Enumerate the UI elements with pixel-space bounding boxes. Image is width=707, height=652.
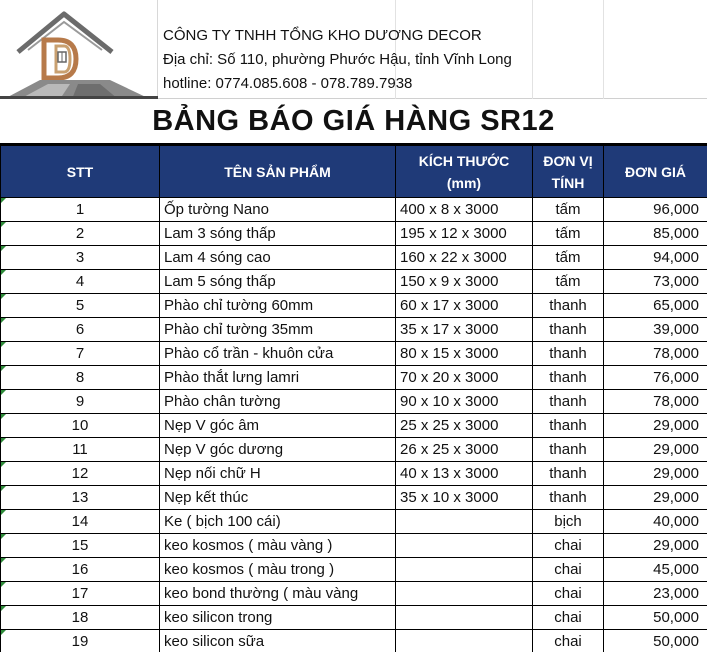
table-row bbox=[1, 366, 707, 390]
cell-unit[interactable]: chai bbox=[533, 534, 604, 558]
cell-unit[interactable]: thanh bbox=[533, 486, 604, 510]
cell-stt[interactable]: 16 bbox=[1, 558, 160, 582]
cell-product-name[interactable]: keo silicon sữa bbox=[160, 630, 396, 652]
cell-size[interactable]: 70 x 20 x 3000 bbox=[396, 366, 533, 390]
cell-size[interactable] bbox=[396, 606, 533, 630]
header bbox=[0, 0, 707, 99]
table-row bbox=[1, 558, 707, 582]
table-row bbox=[1, 246, 707, 270]
table-row bbox=[1, 534, 707, 558]
cell-stt[interactable]: 11 bbox=[1, 438, 160, 462]
cell-unit[interactable]: thanh bbox=[533, 366, 604, 390]
cell-price[interactable]: 96,000 bbox=[604, 198, 707, 222]
cell-stt[interactable]: 1 bbox=[1, 198, 160, 222]
cell-unit[interactable]: thanh bbox=[533, 318, 604, 342]
cell-price[interactable]: 50,000 bbox=[604, 606, 707, 630]
table-row bbox=[1, 342, 707, 366]
cell-stt[interactable]: 5 bbox=[1, 294, 160, 318]
cell-unit[interactable]: chai bbox=[533, 582, 604, 606]
cell-stt[interactable]: 19 bbox=[1, 630, 160, 652]
cell-size[interactable]: 160 x 22 x 3000 bbox=[396, 246, 533, 270]
company-name: CÔNG TY TNHH TỔNG KHO DƯƠNG DECOR bbox=[163, 27, 482, 44]
cell-size[interactable]: 150 x 9 x 3000 bbox=[396, 270, 533, 294]
table-row bbox=[1, 510, 707, 534]
cell-unit[interactable]: thanh bbox=[533, 342, 604, 366]
column-header-price: ĐƠN GIÁ bbox=[604, 146, 707, 198]
cell-stt[interactable]: 9 bbox=[1, 390, 160, 414]
cell-product-name[interactable]: keo silicon trong bbox=[160, 606, 396, 630]
cell-price[interactable]: 39,000 bbox=[604, 318, 707, 342]
price-table-title: BẢNG BÁO GIÁ HÀNG SR12 bbox=[0, 99, 707, 145]
cell-unit[interactable]: thanh bbox=[533, 462, 604, 486]
cell-product-name[interactable]: Ốp tường Nano bbox=[160, 198, 396, 222]
table-row bbox=[1, 414, 707, 438]
cell-price[interactable]: 76,000 bbox=[604, 366, 707, 390]
duong-decor-logo bbox=[0, 0, 158, 99]
cell-stt[interactable]: 4 bbox=[1, 270, 160, 294]
cell-product-name[interactable]: Phào cổ trần - khuôn cửa bbox=[160, 342, 396, 366]
cell-product-name[interactable]: Lam 3 sóng thấp bbox=[160, 222, 396, 246]
table-row bbox=[1, 630, 707, 652]
cell-stt[interactable]: 12 bbox=[1, 462, 160, 486]
cell-stt[interactable]: 15 bbox=[1, 534, 160, 558]
company-hotline: hotline: 0774.085.608 - 078.789.7938 bbox=[163, 75, 413, 92]
cell-unit[interactable]: tấm bbox=[533, 270, 604, 294]
cell-price[interactable]: 29,000 bbox=[604, 462, 707, 486]
cell-unit[interactable]: tấm bbox=[533, 198, 604, 222]
cell-size[interactable]: 26 x 25 x 3000 bbox=[396, 438, 533, 462]
table-row bbox=[1, 294, 707, 318]
cell-product-name[interactable]: Nẹp kết thúc bbox=[160, 486, 396, 510]
price-table bbox=[0, 145, 707, 652]
cell-unit[interactable]: thanh bbox=[533, 414, 604, 438]
cell-unit[interactable]: chai bbox=[533, 630, 604, 652]
cell-size[interactable] bbox=[396, 630, 533, 652]
cell-stt[interactable]: 14 bbox=[1, 510, 160, 534]
cell-price[interactable]: 23,000 bbox=[604, 582, 707, 606]
cell-product-name[interactable]: keo kosmos ( màu trong ) bbox=[160, 558, 396, 582]
cell-product-name[interactable]: Lam 4 sóng cao bbox=[160, 246, 396, 270]
cell-size[interactable] bbox=[396, 510, 533, 534]
table-row bbox=[1, 606, 707, 630]
cell-stt[interactable]: 18 bbox=[1, 606, 160, 630]
column-header-size-line1: KÍCH THƯỚC bbox=[418, 152, 510, 169]
cell-price[interactable]: 94,000 bbox=[604, 246, 707, 270]
cell-stt[interactable]: 17 bbox=[1, 582, 160, 606]
cell-unit[interactable]: tấm bbox=[533, 222, 604, 246]
cell-product-name[interactable]: Nẹp nối chữ H bbox=[160, 462, 396, 486]
cell-stt[interactable]: 2 bbox=[1, 222, 160, 246]
cell-stt[interactable]: 13 bbox=[1, 486, 160, 510]
cell-size[interactable]: 60 x 17 x 3000 bbox=[396, 294, 533, 318]
cell-price[interactable]: 85,000 bbox=[604, 222, 707, 246]
cell-price[interactable]: 45,000 bbox=[604, 558, 707, 582]
company-info bbox=[163, 0, 703, 96]
cell-unit[interactable]: tấm bbox=[533, 246, 604, 270]
cell-unit[interactable]: thanh bbox=[533, 390, 604, 414]
column-header-name: TÊN SẢN PHẨM bbox=[160, 146, 396, 198]
cell-size[interactable]: 195 x 12 x 3000 bbox=[396, 222, 533, 246]
cell-unit[interactable]: chai bbox=[533, 558, 604, 582]
cell-size[interactable]: 35 x 10 x 3000 bbox=[396, 486, 533, 510]
column-header-unit-line2: TÍNH bbox=[551, 174, 585, 191]
cell-unit[interactable]: chai bbox=[533, 606, 604, 630]
cell-size[interactable] bbox=[396, 582, 533, 606]
column-header-unit-line1: ĐƠN VỊ bbox=[543, 152, 593, 169]
cell-size[interactable]: 400 x 8 x 3000 bbox=[396, 198, 533, 222]
table-row bbox=[1, 270, 707, 294]
cell-price[interactable]: 29,000 bbox=[604, 438, 707, 462]
cell-price[interactable]: 73,000 bbox=[604, 270, 707, 294]
cell-stt[interactable]: 6 bbox=[1, 318, 160, 342]
cell-price[interactable]: 29,000 bbox=[604, 414, 707, 438]
cell-size[interactable]: 40 x 13 x 3000 bbox=[396, 462, 533, 486]
cell-size[interactable]: 80 x 15 x 3000 bbox=[396, 342, 533, 366]
cell-unit[interactable]: thanh bbox=[533, 438, 604, 462]
cell-stt[interactable]: 7 bbox=[1, 342, 160, 366]
table-header-row bbox=[1, 146, 707, 198]
table-row bbox=[1, 462, 707, 486]
cell-product-name[interactable]: Phào chỉ tường 35mm bbox=[160, 318, 396, 342]
cell-unit[interactable]: bịch bbox=[533, 510, 604, 534]
table-row bbox=[1, 486, 707, 510]
cell-price[interactable]: 78,000 bbox=[604, 390, 707, 414]
cell-size[interactable]: 90 x 10 x 3000 bbox=[396, 390, 533, 414]
column-header-unit bbox=[533, 146, 604, 198]
house-logo-icon bbox=[0, 0, 158, 99]
cell-product-name[interactable]: Nẹp V góc âm bbox=[160, 414, 396, 438]
cell-unit[interactable]: thanh bbox=[533, 294, 604, 318]
column-header-stt: STT bbox=[1, 146, 160, 198]
column-header-size-line2: (mm) bbox=[446, 174, 482, 191]
cell-product-name[interactable]: Lam 5 sóng thấp bbox=[160, 270, 396, 294]
cell-price[interactable]: 29,000 bbox=[604, 486, 707, 510]
table-row bbox=[1, 222, 707, 246]
cell-product-name[interactable]: keo bond thường ( màu vàng bbox=[160, 582, 396, 606]
cell-price[interactable]: 65,000 bbox=[604, 294, 707, 318]
table-row bbox=[1, 390, 707, 414]
cell-product-name[interactable]: Nẹp V góc dương bbox=[160, 438, 396, 462]
cell-stt[interactable]: 10 bbox=[1, 414, 160, 438]
cell-price[interactable]: 78,000 bbox=[604, 342, 707, 366]
cell-size[interactable] bbox=[396, 558, 533, 582]
column-header-size bbox=[396, 146, 533, 198]
cell-product-name[interactable]: Ke ( bịch 100 cái) bbox=[160, 510, 396, 534]
cell-size[interactable] bbox=[396, 534, 533, 558]
cell-size[interactable]: 25 x 25 x 3000 bbox=[396, 414, 533, 438]
cell-price[interactable]: 40,000 bbox=[604, 510, 707, 534]
cell-product-name[interactable]: Phào chân tường bbox=[160, 390, 396, 414]
table-row bbox=[1, 198, 707, 222]
company-address: Địa chỉ: Số 110, phường Phước Hậu, tỉnh Vĩnh Long bbox=[163, 51, 512, 68]
cell-price[interactable]: 50,000 bbox=[604, 630, 707, 652]
cell-product-name[interactable]: keo kosmos ( màu vàng ) bbox=[160, 534, 396, 558]
table-row bbox=[1, 438, 707, 462]
cell-product-name[interactable]: Phào chỉ tường 60mm bbox=[160, 294, 396, 318]
cell-size[interactable]: 35 x 17 x 3000 bbox=[396, 318, 533, 342]
table-row bbox=[1, 582, 707, 606]
table-row bbox=[1, 318, 707, 342]
cell-stt[interactable]: 3 bbox=[1, 246, 160, 270]
cell-stt[interactable]: 8 bbox=[1, 366, 160, 390]
cell-product-name[interactable]: Phào thắt lưng lamri bbox=[160, 366, 396, 390]
cell-price[interactable]: 29,000 bbox=[604, 534, 707, 558]
